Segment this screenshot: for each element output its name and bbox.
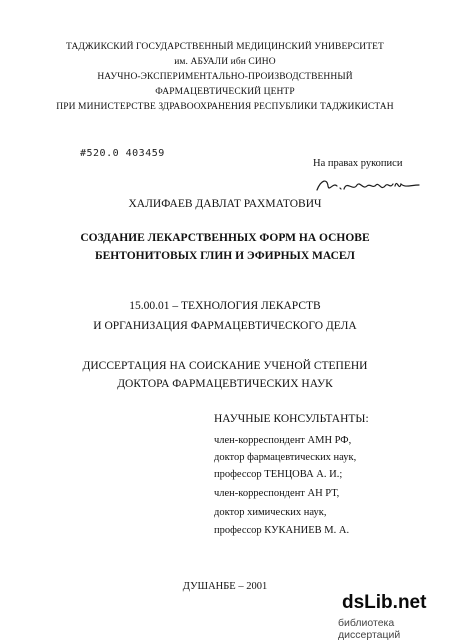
institution-line-1: ТАДЖИКСКИЙ ГОСУДАРСТВЕННЫЙ МЕДИЦИНСКИЙ УНИВЕРСИТЕТ [66,42,384,52]
dslib-logo: dsLib.net [342,592,427,613]
consultants-heading: НАУЧНЫЕ КОНСУЛЬТАНТЫ: [214,413,369,425]
dslib-tagline: библиотека диссертаций [338,617,401,641]
degree-line-2: ДОКТОРА ФАРМАЦЕВТИЧЕСКИХ НАУК [117,378,333,390]
specialty-line-1: 15.00.01 – ТЕХНОЛОГИЯ ЛЕКАРСТВ [129,300,321,312]
manuscript-note: На правах рукописи [313,158,403,169]
specialty-line-2: И ОРГАНИЗАЦИЯ ФАРМАЦЕВТИЧЕСКОГО ДЕЛА [93,320,357,332]
library-stamp-number: #520.0 403459 [80,148,165,159]
place-and-year: ДУШАНБЕ – 2001 [182,581,268,592]
dissertation-title-line-1: СОЗДАНИЕ ЛЕКАРСТВЕННЫХ ФОРМ НА ОСНОВЕ [80,232,370,244]
handwritten-signature [313,174,423,196]
dissertation-title-line-2: БЕНТОНИТОВЫХ ГЛИН И ЭФИРНЫХ МАСЕЛ [94,250,355,262]
institution-line-5: ПРИ МИНИСТЕРСТВЕ ЗДРАВООХРАНЕНИЯ РЕСПУБЛИКИ ТАДЖИКИСТАН [56,102,394,112]
consultant-line: доктор фармацевтических наук, [214,452,357,463]
consultant-line: член-корреспондент АМН РФ, [214,435,352,446]
consultant-line: профессор ТЕНЦОВА А. И.; [214,469,343,480]
degree-line-1: ДИССЕРТАЦИЯ НА СОИСКАНИЕ УЧЕНОЙ СТЕПЕНИ [82,360,368,372]
institution-line-3: НАУЧНО-ЭКСПЕРИМЕНТАЛЬНО-ПРОИЗВОДСТВЕННЫЙ [97,72,353,82]
institution-line-4: ФАРМАЦЕВТИЧЕСКИЙ ЦЕНТР [155,87,295,97]
dslib-watermark [338,592,450,641]
author-name: ХАЛИФАЕВ ДАВЛАТ РАХМАТОВИЧ [128,198,322,210]
consultant-line: профессор КУКАНИЕВ М. А. [214,525,350,536]
consultant-line: доктор химических наук, [214,507,327,518]
consultant-line: член-корреспондент АН РТ, [214,488,340,499]
institution-line-2: им. АБУАЛИ ибн СИНО [174,57,276,67]
